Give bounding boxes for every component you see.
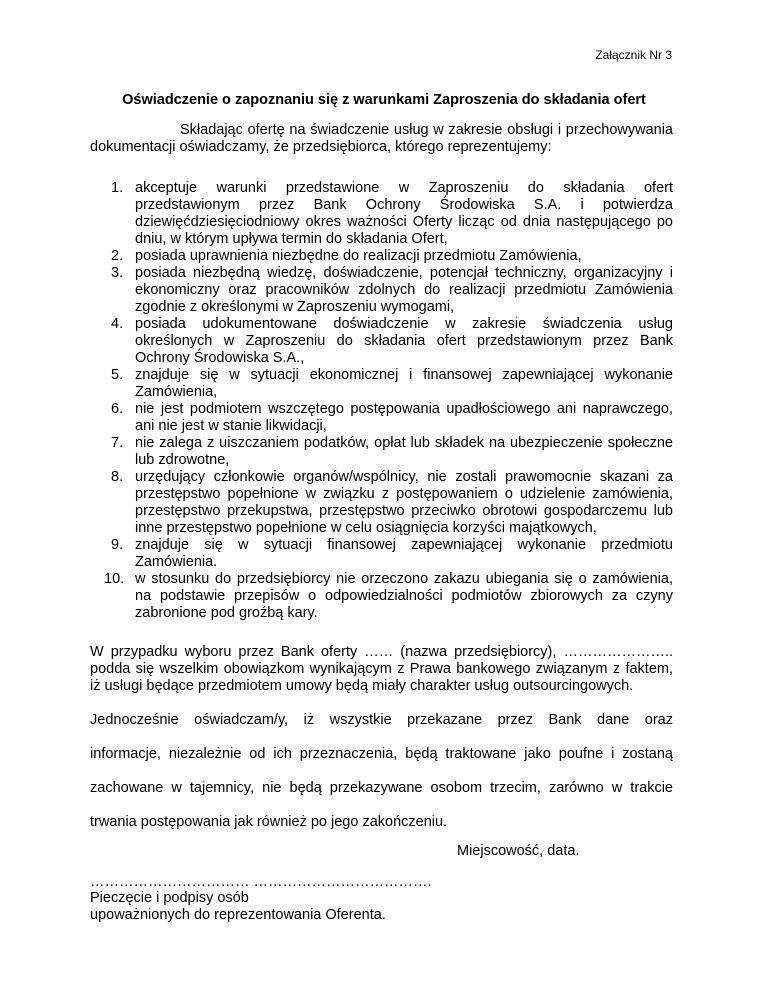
list-item-text: posiada niezbędną wiedzę, doświadczenie, potencjał techniczny, organizacyjny i ekonomiczny oraz pracowników zdolnych do realizacji przedmiotu Zamówienia zgodnie z określonymi w Zaproszeniu wymogami,	[135, 265, 673, 315]
list-item-number: 4.	[111, 316, 124, 332]
list-item-text: posiada udokumentowane doświadczenie w zakresie świadczenia usług określonych w Zaproszeniu do składania ofert przedstawionym przez Bank Ochrony Środowiska S.A.,	[135, 316, 673, 366]
list-item-number: 1.	[111, 180, 124, 196]
signature-dotted-line: …………………………… ……………………………….	[90, 874, 432, 890]
list-item-number: 5.	[111, 367, 124, 383]
list-item-text: nie zalega z uiszczaniem podatków, opłat lub składek na ubezpieczenie społeczne lub zdrowotne,	[135, 435, 673, 468]
confidentiality-line: zachowane w tajemnicy, nie będą przekazywane osobom trzecim, zarówno w trakcie	[90, 780, 673, 796]
list-item-number: 10.	[104, 571, 125, 587]
list-item	[90, 571, 673, 622]
signature-caption-line: upoważnionych do reprezentowania Oferenta.	[90, 907, 386, 923]
list-item-number: 8.	[111, 469, 124, 485]
list-item	[90, 435, 673, 469]
list-item	[90, 469, 673, 537]
conditions-list	[90, 180, 673, 622]
confidentiality-paragraph	[90, 712, 673, 848]
list-item-number: 6.	[111, 401, 124, 417]
list-item-text: w stosunku do przedsiębiorcy nie orzeczono zakazu ubiegania się o zamówienia, na podstawie przepisów o odpowiedzialności podmiotów zbiorowych za czyny zabronione pod groźbą kary.	[135, 571, 673, 621]
attachment-label: Załącznik Nr 3	[595, 48, 672, 62]
list-item-text: znajduje się w sytuacji finansowej zapewniającej wykonanie przedmiotu Zamówienia.	[135, 537, 673, 570]
list-item-text: nie jest podmiotem wszczętego postępowania upadłościowego ani naprawczego, ani nie jest w stanie likwidacji,	[135, 401, 673, 434]
signature-caption-line: Pieczęcie i podpisy osób	[90, 890, 249, 906]
list-item-number: 9.	[111, 537, 124, 553]
list-item-text: posiada uprawnienia niezbędne do realizacji przedmiotu Zamówienia,	[135, 248, 582, 264]
place-date-label: Miejscowość, data.	[457, 843, 580, 859]
list-item	[90, 180, 673, 248]
confidentiality-line: Jednocześnie oświadczam/y, iż wszystkie przekazane przez Bank dane oraz	[90, 712, 673, 728]
list-item-number: 2.	[111, 248, 124, 264]
list-item	[90, 248, 673, 265]
list-item-number: 7.	[111, 435, 124, 451]
list-item	[90, 265, 673, 316]
intro-paragraph: Składając ofertę na świadczenie usług w zakresie obsługi i przechowywania dokumentacji oświadczamy, że przedsiębiorca, którego reprezentujemy:	[90, 122, 673, 155]
list-item	[90, 537, 673, 571]
document-title: Oświadczenie o zapoznaniu się z warunkami Zaproszenia do składania ofert	[122, 92, 646, 108]
list-item	[90, 401, 673, 435]
list-item-text: urzędujący członkowie organów/wspólnicy, nie zostali prawomocnie skazani za przestępstwo popełnione w związku z postępowaniem o udzielenie zamówienia, przestępstwo przekupstwa, przestępstwo przeciwko obrotowi gospodarczemu lub inne przestępstwo popełnione w celu osiągnięcia korzyści majątkowych,	[135, 469, 673, 536]
confidentiality-line: informacje, niezależnie od ich przeznaczenia, będą traktowane jako poufne i zostaną	[90, 746, 673, 762]
outsourcing-paragraph: W przypadku wyboru przez Bank oferty …… (nazwa przedsiębiorcy), ………………….. podda się wszelkim obowiązkom wynikającym z Prawa bankowego związanym z faktem, iż usługi będące przedmiotem umowy będą miały charakter usług outsourcingowych.	[90, 644, 673, 694]
confidentiality-line: trwania postępowania jak również po jego zakończeniu.	[90, 814, 448, 830]
list-item-text: znajduje się w sytuacji ekonomicznej i finansowej zapewniającej wykonanie Zamówienia,	[135, 367, 673, 400]
list-item	[90, 367, 673, 401]
list-item-text: akceptuje warunki przedstawione w Zaproszeniu do składania ofert przedstawionym przez Bank Ochrony Środowiska S.A. i potwierdza dziewięćdziesięciodniowy okres ważności Oferty licząc od dnia następującego po dniu, w którym upływa termin do składania Ofert,	[135, 180, 673, 247]
list-item	[90, 316, 673, 367]
signature-caption	[90, 890, 386, 924]
list-item-number: 3.	[111, 265, 124, 281]
